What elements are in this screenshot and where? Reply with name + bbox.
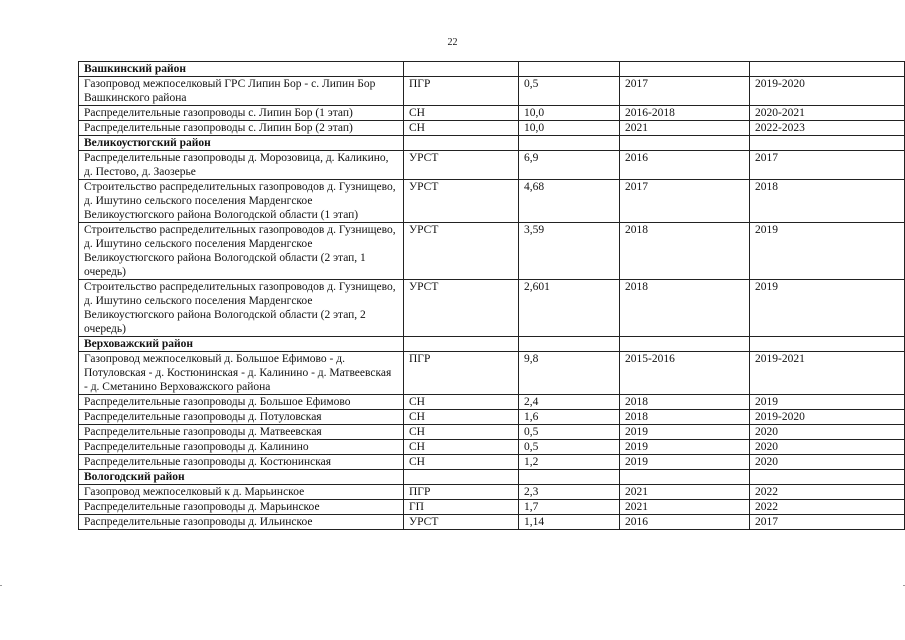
table-row — [79, 440, 905, 455]
construction-years-cell: 2022 — [750, 485, 905, 500]
length-km-cell: 1,14 — [519, 515, 620, 530]
pipeline-type-cell: УРСТ — [404, 280, 519, 337]
empty-cell — [620, 136, 750, 151]
pipeline-type-cell: ПГР — [404, 352, 519, 395]
table-row — [79, 425, 905, 440]
construction-years-cell: 2019-2021 — [750, 352, 905, 395]
object-name-cell: Строительство распределительных газопроводов д. Гузнищево, д. Ишутино сельского поселения Марденгское Великоустюгского района Вологодской области (2 этап, 2 очередь) — [79, 280, 404, 337]
construction-years-cell: 2020 — [750, 425, 905, 440]
length-km-cell: 4,68 — [519, 180, 620, 223]
pipeline-type-cell: СН — [404, 410, 519, 425]
design-years-cell: 2017 — [620, 180, 750, 223]
length-km-cell: 1,2 — [519, 455, 620, 470]
length-km-cell: 1,7 — [519, 500, 620, 515]
length-km-cell: 2,3 — [519, 485, 620, 500]
design-years-cell: 2019 — [620, 425, 750, 440]
table-row — [79, 455, 905, 470]
length-km-cell: 2,4 — [519, 395, 620, 410]
table-row — [79, 151, 905, 180]
object-name-cell: Распределительные газопроводы д. Марьинское — [79, 500, 404, 515]
pipeline-type-cell: ПГР — [404, 77, 519, 106]
object-name-cell: Строительство распределительных газопроводов д. Гузнищево, д. Ишутино сельского поселения Марденгское Великоустюгского района Вологодской области (1 этап) — [79, 180, 404, 223]
table-row — [79, 352, 905, 395]
empty-cell — [404, 136, 519, 151]
district-title: Вологодский район — [79, 470, 404, 485]
empty-cell — [404, 62, 519, 77]
object-name-cell: Распределительные газопроводы с. Липин Бор (2 этап) — [79, 121, 404, 136]
table-row — [79, 180, 905, 223]
pipeline-type-cell: СН — [404, 395, 519, 410]
pipeline-type-cell: СН — [404, 440, 519, 455]
length-km-cell: 2,601 — [519, 280, 620, 337]
design-years-cell: 2021 — [620, 500, 750, 515]
construction-years-cell: 2017 — [750, 515, 905, 530]
empty-cell — [519, 337, 620, 352]
table-row — [79, 121, 905, 136]
object-name-cell: Газопровод межпоселковый ГРС Липин Бор - с. Липин Бор Вашкинского района — [79, 77, 404, 106]
design-years-cell: 2018 — [620, 395, 750, 410]
design-years-cell: 2018 — [620, 280, 750, 337]
design-years-cell: 2018 — [620, 410, 750, 425]
object-name-cell: Распределительные газопроводы с. Липин Бор (1 этап) — [79, 106, 404, 121]
object-name-cell: Распределительные газопроводы д. Морозовица, д. Каликино, д. Пестово, д. Заозерье — [79, 151, 404, 180]
construction-years-cell: 2020-2021 — [750, 106, 905, 121]
length-km-cell: 10,0 — [519, 121, 620, 136]
pipeline-type-cell: УРСТ — [404, 151, 519, 180]
object-name-cell: Распределительные газопроводы д. Калинино — [79, 440, 404, 455]
empty-cell — [519, 62, 620, 77]
length-km-cell: 0,5 — [519, 77, 620, 106]
pipeline-type-cell: УРСТ — [404, 515, 519, 530]
table-row — [79, 500, 905, 515]
design-years-cell: 2019 — [620, 455, 750, 470]
object-name-cell: Распределительные газопроводы д. Большое Ефимово — [79, 395, 404, 410]
scan-edge-mark — [0, 585, 2, 586]
empty-cell — [404, 470, 519, 485]
object-name-cell: Распределительные газопроводы д. Ильинское — [79, 515, 404, 530]
empty-cell — [620, 62, 750, 77]
empty-cell — [404, 337, 519, 352]
construction-years-cell: 2022 — [750, 500, 905, 515]
construction-years-cell: 2022-2023 — [750, 121, 905, 136]
design-years-cell: 2019 — [620, 440, 750, 455]
table-row — [79, 410, 905, 425]
district-title: Великоустюгский район — [79, 136, 404, 151]
object-name-cell: Газопровод межпоселковый к д. Марьинское — [79, 485, 404, 500]
construction-years-cell: 2020 — [750, 455, 905, 470]
length-km-cell: 9,8 — [519, 352, 620, 395]
length-km-cell: 6,9 — [519, 151, 620, 180]
empty-cell — [519, 470, 620, 485]
empty-cell — [750, 337, 905, 352]
length-km-cell: 3,59 — [519, 223, 620, 280]
pipeline-type-cell: СН — [404, 106, 519, 121]
construction-years-cell: 2019 — [750, 280, 905, 337]
empty-cell — [519, 136, 620, 151]
length-km-cell: 10,0 — [519, 106, 620, 121]
design-years-cell: 2017 — [620, 77, 750, 106]
object-name-cell: Распределительные газопроводы д. Матвеевская — [79, 425, 404, 440]
gas-pipeline-table — [78, 61, 905, 530]
construction-years-cell: 2019-2020 — [750, 77, 905, 106]
table-row — [79, 106, 905, 121]
district-title: Верховажский район — [79, 337, 404, 352]
empty-cell — [750, 470, 905, 485]
table-row — [79, 395, 905, 410]
table-row — [79, 280, 905, 337]
construction-years-cell: 2020 — [750, 440, 905, 455]
district-title: Вашкинский район — [79, 62, 404, 77]
table-row — [79, 223, 905, 280]
page-number: 22 — [447, 37, 458, 48]
empty-cell — [620, 470, 750, 485]
design-years-cell: 2021 — [620, 485, 750, 500]
length-km-cell: 0,5 — [519, 425, 620, 440]
construction-years-cell: 2018 — [750, 180, 905, 223]
design-years-cell: 2016-2018 — [620, 106, 750, 121]
length-km-cell: 1,6 — [519, 410, 620, 425]
empty-cell — [750, 136, 905, 151]
construction-years-cell: 2019 — [750, 395, 905, 410]
object-name-cell: Газопровод межпоселковый д. Большое Ефимово - д. Потуловская - д. Костюнинская - д. Калинино - д. Матвеевская - д. Сметанино Верховажского района — [79, 352, 404, 395]
construction-years-cell: 2017 — [750, 151, 905, 180]
construction-years-cell: 2019 — [750, 223, 905, 280]
pipeline-type-cell: СН — [404, 455, 519, 470]
design-years-cell: 2021 — [620, 121, 750, 136]
length-km-cell: 0,5 — [519, 440, 620, 455]
object-name-cell: Строительство распределительных газопроводов д. Гузнищево, д. Ишутино сельского поселения Марденгское Великоустюгского района Вологодской области (2 этап, 1 очередь) — [79, 223, 404, 280]
pipeline-type-cell: ПГР — [404, 485, 519, 500]
pipeline-type-cell: ГП — [404, 500, 519, 515]
pipeline-type-cell: СН — [404, 121, 519, 136]
pipeline-type-cell: УРСТ — [404, 223, 519, 280]
table-row — [79, 485, 905, 500]
pipeline-type-cell: УРСТ — [404, 180, 519, 223]
table-row — [79, 77, 905, 106]
table-row — [79, 515, 905, 530]
object-name-cell: Распределительные газопроводы д. Потуловская — [79, 410, 404, 425]
empty-cell — [620, 337, 750, 352]
district-header-row — [79, 136, 905, 151]
construction-years-cell: 2019-2020 — [750, 410, 905, 425]
design-years-cell: 2016 — [620, 515, 750, 530]
design-years-cell: 2018 — [620, 223, 750, 280]
district-header-row — [79, 62, 905, 77]
object-name-cell: Распределительные газопроводы д. Костюнинская — [79, 455, 404, 470]
design-years-cell: 2016 — [620, 151, 750, 180]
design-years-cell: 2015-2016 — [620, 352, 750, 395]
empty-cell — [750, 62, 905, 77]
district-header-row — [79, 337, 905, 352]
pipeline-type-cell: СН — [404, 425, 519, 440]
district-header-row — [79, 470, 905, 485]
